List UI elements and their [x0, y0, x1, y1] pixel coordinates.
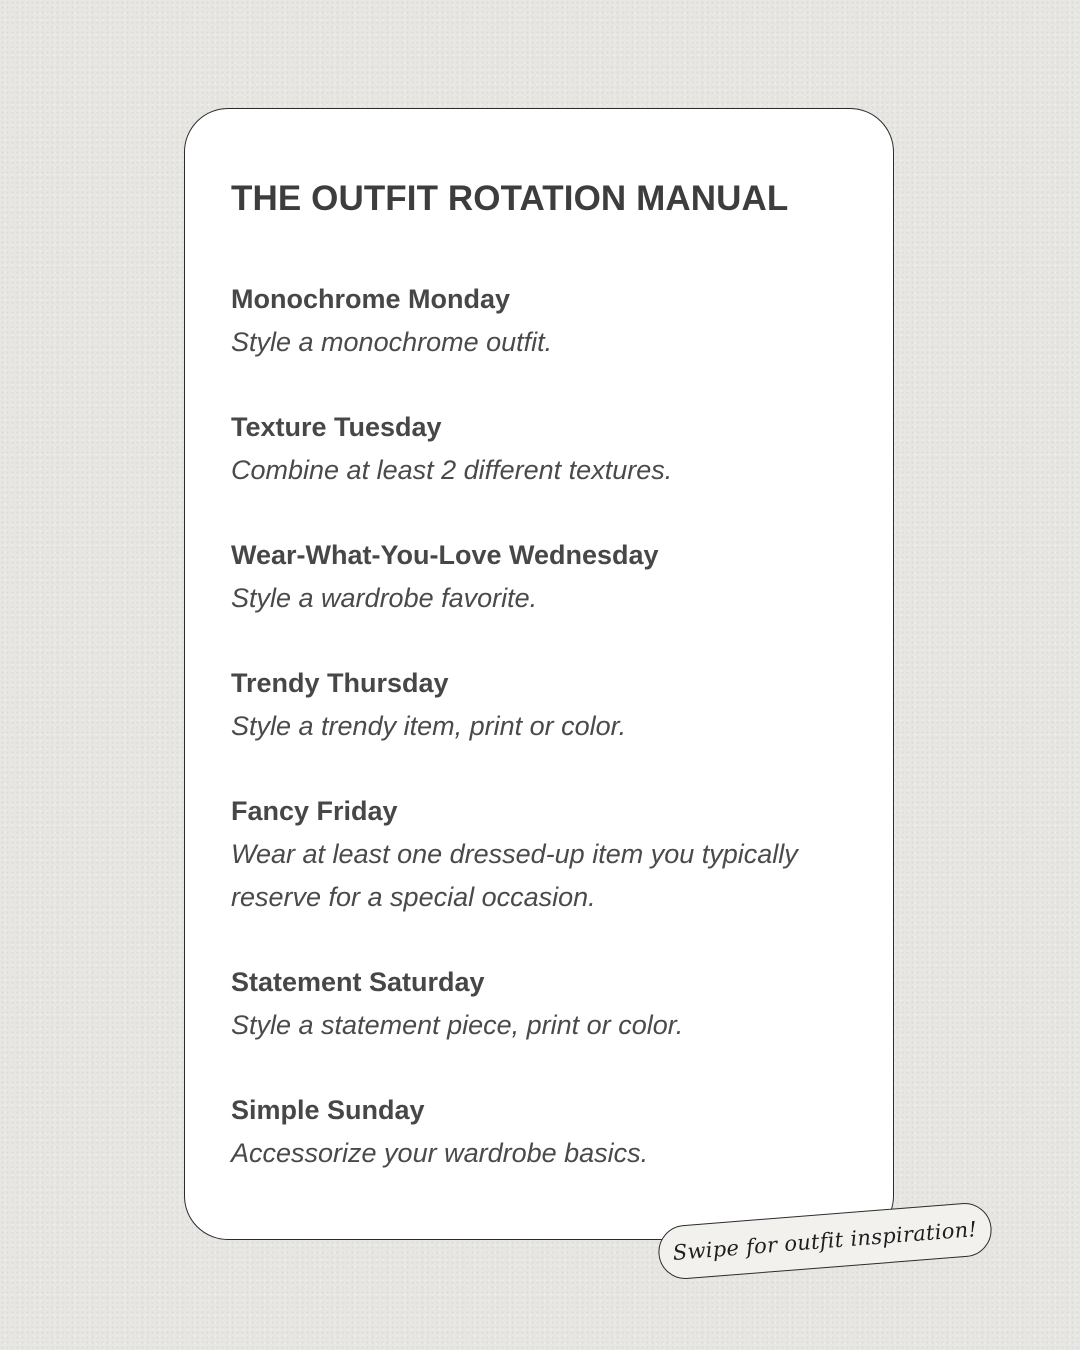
day-entry-description: Style a monochrome outfit. — [231, 327, 553, 357]
day-entry-title: Wear-What-You-Love Wednesday — [231, 540, 659, 570]
swipe-sticker-label: Swipe for outfit inspiration! — [671, 1217, 979, 1265]
day-entry-title: Monochrome Monday — [231, 284, 511, 314]
day-entry-title: Texture Tuesday — [231, 412, 442, 442]
rotation-manual-card — [184, 108, 894, 1240]
day-entry-title: Trendy Thursday — [231, 668, 449, 698]
day-entry-title: Fancy Friday — [231, 796, 398, 826]
day-entry-title: Simple Sunday — [231, 1095, 425, 1125]
day-entry-thursday — [231, 662, 853, 748]
day-entry-wednesday — [231, 534, 853, 620]
page-title: THE OUTFIT ROTATION MANUAL — [231, 179, 789, 218]
day-entry-description: Style a wardrobe favorite. — [231, 583, 538, 613]
day-entry-title: Statement Saturday — [231, 967, 485, 997]
day-entry-friday — [231, 790, 853, 919]
day-entry-description: Accessorize your wardrobe basics. — [231, 1138, 649, 1168]
day-entry-description: Style a statement piece, print or color. — [231, 1010, 684, 1040]
day-entry-monday — [231, 278, 853, 364]
day-entry-sunday — [231, 1089, 853, 1175]
day-entry-saturday — [231, 961, 853, 1047]
day-entry-description: Style a trendy item, print or color. — [231, 711, 627, 741]
day-entry-description: Combine at least 2 different textures. — [231, 455, 673, 485]
day-entry-tuesday — [231, 406, 853, 492]
day-entry-description: Wear at least one dressed-up item you typically reserve for a special occasion. — [231, 839, 798, 912]
